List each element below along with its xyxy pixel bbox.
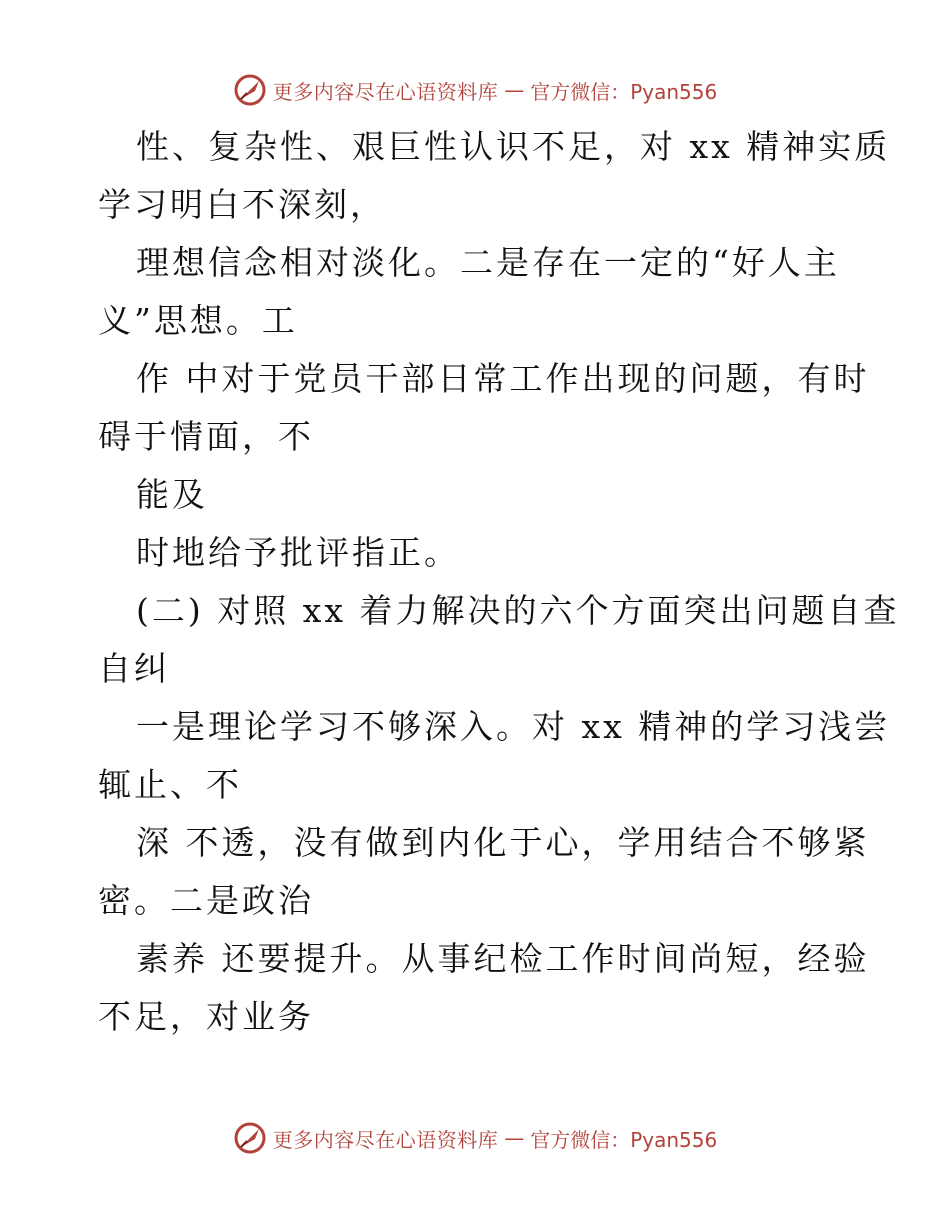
document-body bbox=[98, 118, 900, 1046]
watermark-site-text: 更多内容尽在心语资料库 bbox=[272, 1127, 499, 1152]
text-line: 性、复杂性、艰巨性认识不足，对 xx 精神实质 bbox=[136, 127, 891, 166]
text-line: (二) 对照 xx 着力解决的六个方面突出问题自查 bbox=[136, 591, 900, 630]
text-line: 密。二是政治 bbox=[98, 881, 314, 920]
text-line: 理想信念相对淡化。二是存在一定的“好人主 bbox=[136, 243, 840, 282]
text-line: 一是理论学习不够深入。对 xx 精神的学习浅尝 bbox=[136, 707, 891, 746]
text-line: 素养 还要提升。从事纪检工作时间尚短，经验 bbox=[136, 939, 870, 978]
text-line: 深 不透，没有做到内化于心，学用结合不够紧 bbox=[136, 823, 870, 862]
text-line: 自纠 bbox=[98, 649, 170, 688]
watermark-dash: — bbox=[504, 1126, 525, 1150]
text-line: 学习明白不深刻， bbox=[98, 185, 386, 224]
watermark-wechat-text: 官方微信：Pyan556 bbox=[530, 79, 718, 104]
text-line: 义”思想。工 bbox=[98, 301, 298, 340]
watermark-dash: — bbox=[504, 78, 525, 102]
quill-logo-icon bbox=[233, 73, 267, 107]
text-line: 时地给予批评指正。 bbox=[136, 533, 460, 572]
watermark-wechat-text: 官方微信：Pyan556 bbox=[530, 1127, 718, 1152]
footer-watermark bbox=[0, 1118, 950, 1158]
text-line: 辄止、不 bbox=[98, 765, 242, 804]
quill-logo-icon bbox=[233, 1121, 267, 1155]
text-line: 碍于情面，不 bbox=[98, 417, 314, 456]
text-line: 不足，对业务 bbox=[98, 997, 314, 1036]
text-line: 能及 bbox=[136, 475, 208, 514]
header-watermark bbox=[0, 70, 950, 110]
text-line: 作 中对于党员干部日常工作出现的问题，有时 bbox=[136, 359, 870, 398]
watermark-site-text: 更多内容尽在心语资料库 bbox=[272, 79, 499, 104]
